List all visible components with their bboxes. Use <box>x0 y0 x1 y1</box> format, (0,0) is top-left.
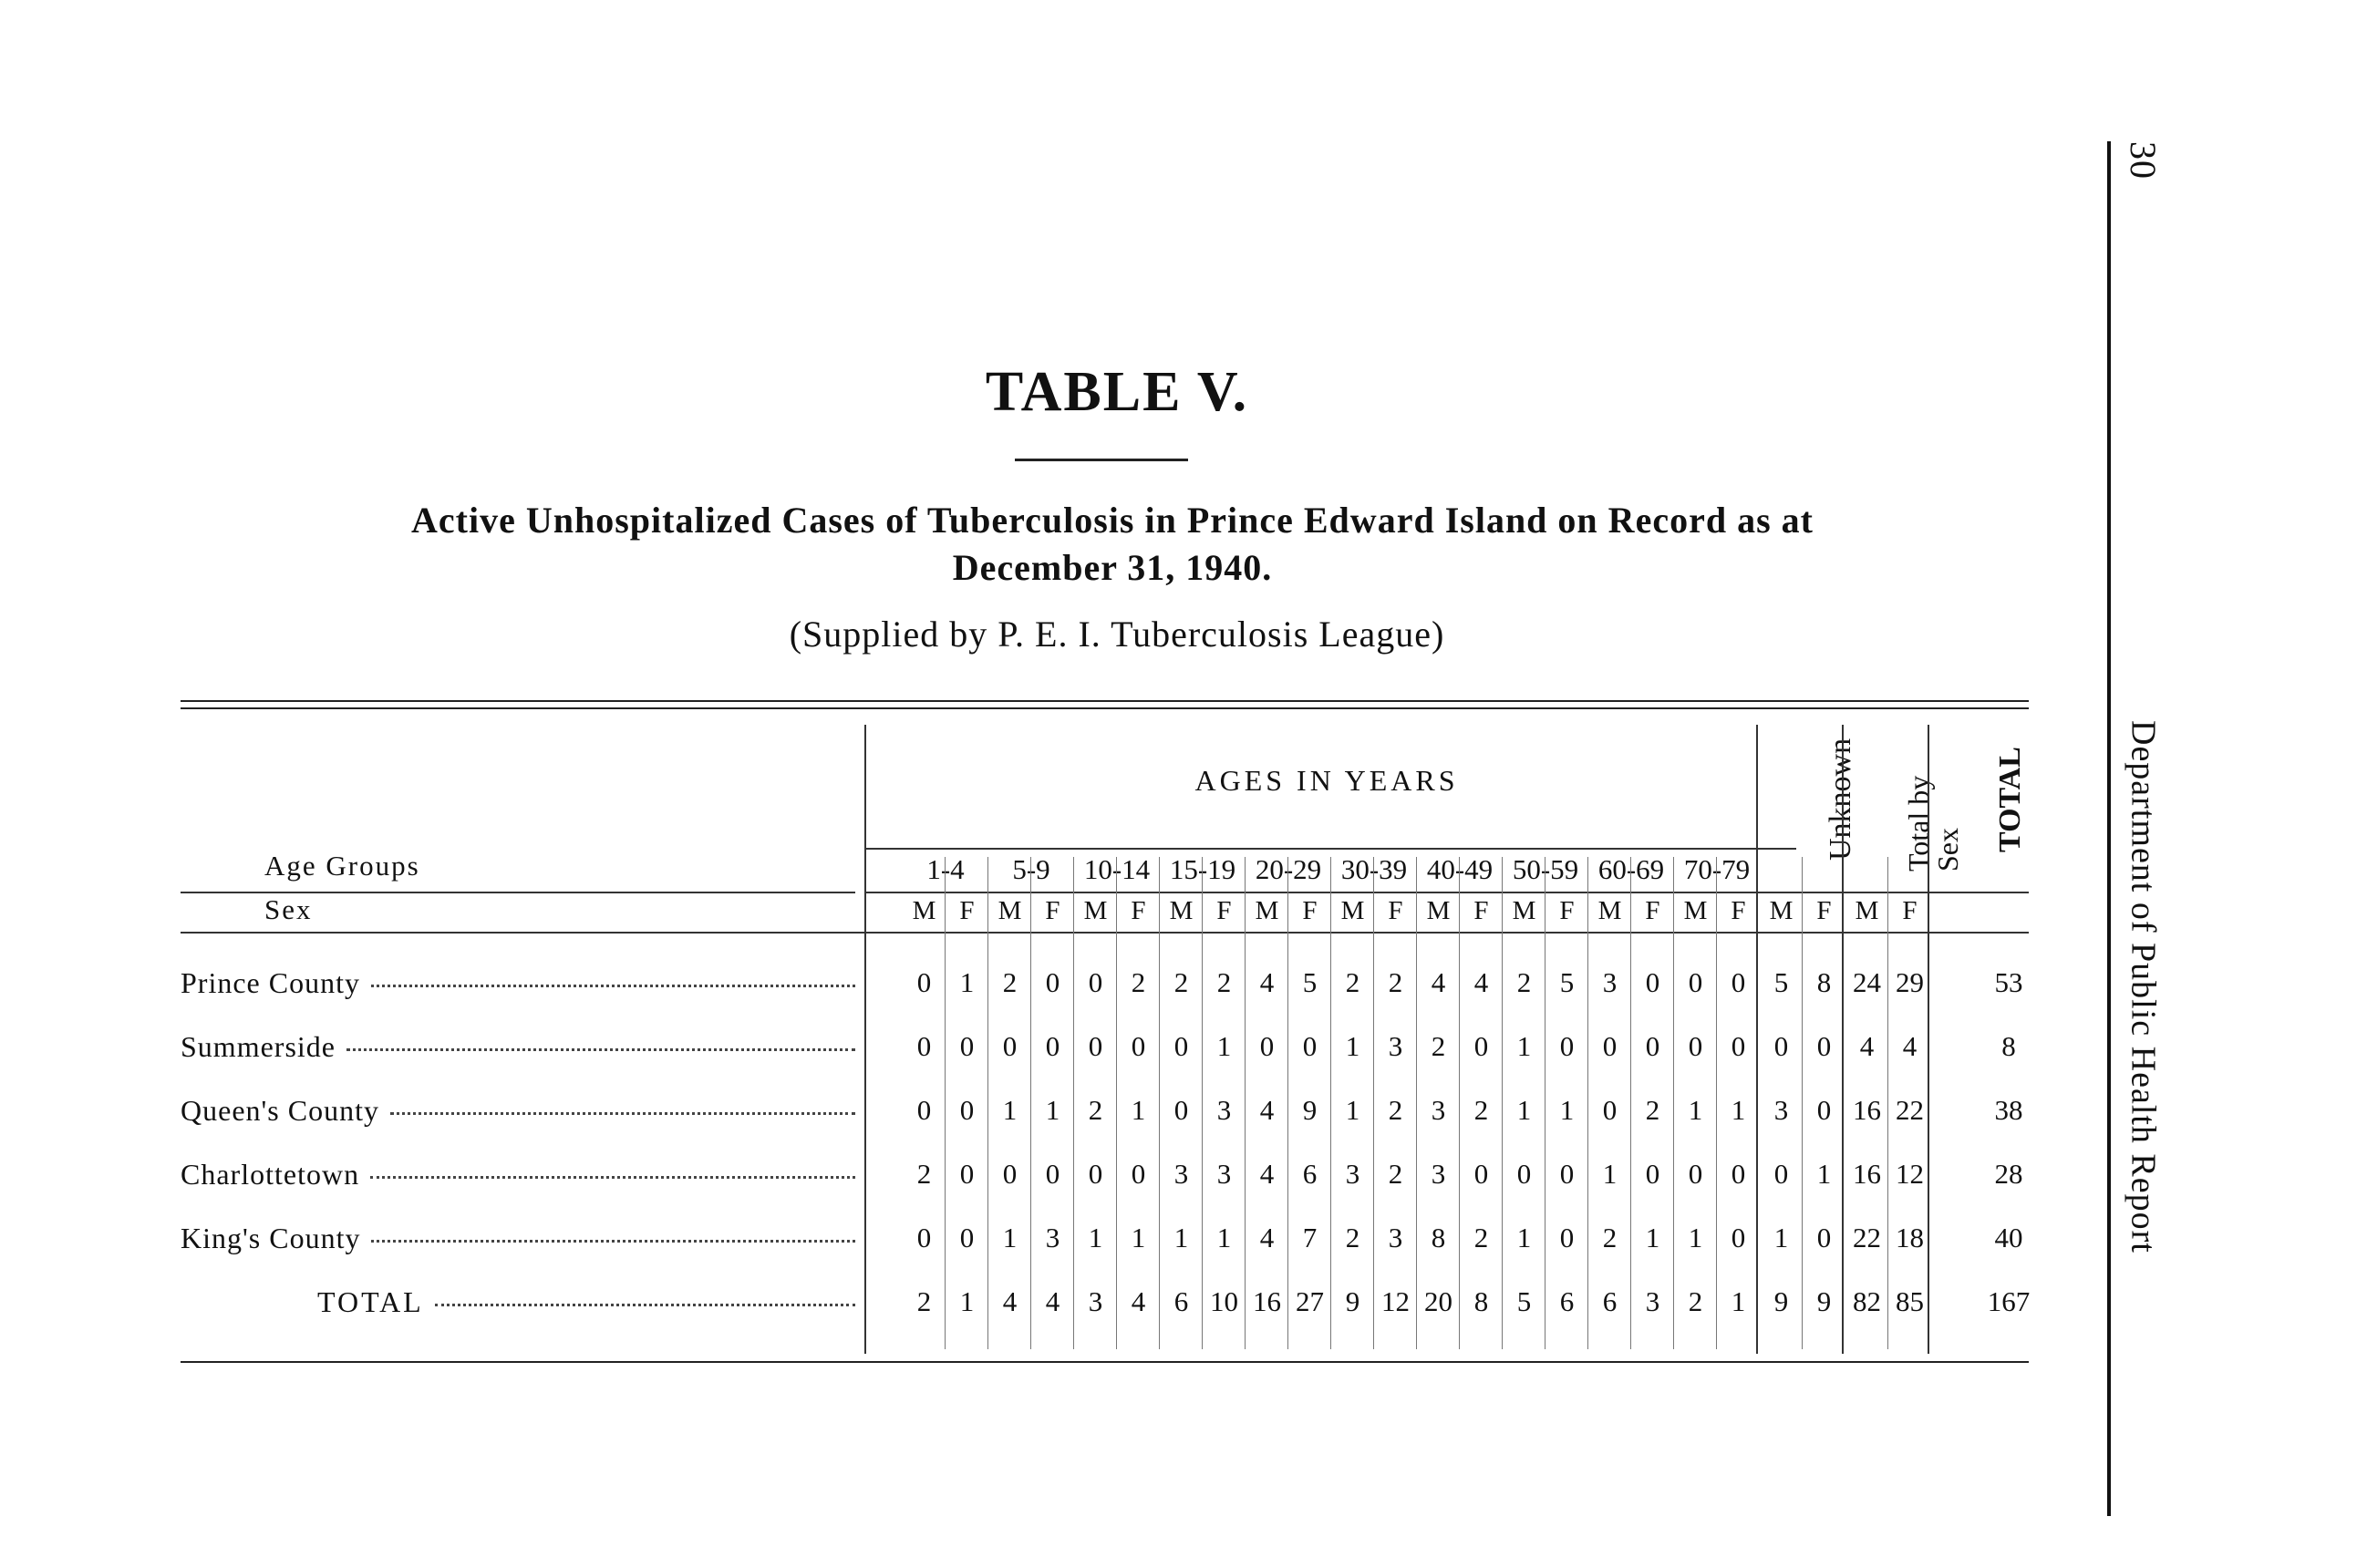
table-cell: 3 <box>1216 1094 1232 1126</box>
table-cell: 0 <box>1002 1030 1018 1062</box>
table-cell: 0 <box>1259 1030 1275 1062</box>
table-cell: 2 <box>1688 1285 1703 1317</box>
table-cell: 2 <box>1388 966 1403 998</box>
table-cell: 28 <box>1994 1158 2023 1190</box>
age-range-header: 40-49 <box>1426 853 1494 885</box>
table-cell: 29 <box>1896 966 1924 998</box>
table-subtitle <box>246 497 1979 592</box>
table-cell: 18 <box>1896 1222 1924 1253</box>
table-cell: 3 <box>1088 1285 1103 1317</box>
table-cell: 8 <box>1431 1222 1446 1253</box>
subtitle-line-1: Active Unhospitalized Cases of Tuberculosis in Prince Edward Island on Record as at <box>411 500 1814 541</box>
running-head-text: Department of Public Health Report <box>2124 720 2163 1253</box>
source-note: (Supplied by P. E. I. Tuberculosis League) <box>789 614 1445 655</box>
table-cell: 0 <box>916 1222 932 1253</box>
table-cell: 8 <box>1816 966 1832 998</box>
table-cell: 1 <box>1002 1094 1018 1126</box>
table-cell: 0 <box>1645 1030 1660 1062</box>
table-cell: 5 <box>1773 966 1789 998</box>
table-cell: 0 <box>1559 1158 1575 1190</box>
row-label <box>181 1094 855 1128</box>
table-cell: 2 <box>1216 966 1232 998</box>
total-header: TOTAL <box>1993 747 2027 852</box>
table-cell: 7 <box>1302 1222 1318 1253</box>
sex-m-header: M <box>1426 896 1451 925</box>
table-cell: 0 <box>1602 1094 1618 1126</box>
table-cell: 0 <box>1645 1158 1660 1190</box>
table-cell: 0 <box>1773 1158 1789 1190</box>
table-cell: 0 <box>1131 1030 1146 1062</box>
table-cell: 0 <box>1559 1222 1575 1253</box>
table-cell: 0 <box>1173 1030 1189 1062</box>
age-group-rule <box>181 892 855 893</box>
row-label-text: Charlottetown <box>181 1158 360 1191</box>
table-cell: 2 <box>1431 1030 1446 1062</box>
table-cell: 4 <box>1131 1285 1146 1317</box>
table-cell: 0 <box>1731 966 1746 998</box>
table-cell: 1 <box>1516 1222 1532 1253</box>
table-cell: 1 <box>1688 1222 1703 1253</box>
table-cell: 0 <box>1816 1030 1832 1062</box>
table-cell: 2 <box>1002 966 1018 998</box>
table-cell: 1 <box>1345 1030 1360 1062</box>
table-cell: 4 <box>1002 1285 1018 1317</box>
table-cell: 0 <box>1731 1030 1746 1062</box>
leader-dots <box>390 1112 855 1115</box>
table-cell: 2 <box>1131 966 1146 998</box>
row-label <box>181 1030 855 1064</box>
sex-m-header: M <box>1340 896 1365 925</box>
table-cell: 1 <box>1002 1222 1018 1253</box>
age-range-header: 20-29 <box>1255 853 1322 885</box>
table-cell: 9 <box>1773 1285 1789 1317</box>
table-cell: 3 <box>1431 1094 1446 1126</box>
table-cell: 6 <box>1173 1285 1189 1317</box>
age-range-header: 15-19 <box>1169 853 1236 885</box>
row-label <box>181 1285 855 1319</box>
sex-f-header: F <box>959 896 975 925</box>
row-label-text: Summerside <box>181 1030 336 1063</box>
table-cell: 9 <box>1816 1285 1832 1317</box>
table-cell: 1 <box>1731 1094 1746 1126</box>
table-cell: 3 <box>1602 966 1618 998</box>
table-cell: 1 <box>1602 1158 1618 1190</box>
table-cell: 22 <box>1896 1094 1924 1126</box>
table-top-rule-inner <box>181 707 2029 709</box>
table-cell: 5 <box>1516 1285 1532 1317</box>
age-range-header: 60-69 <box>1597 853 1665 885</box>
table-cell: 1 <box>1559 1094 1575 1126</box>
table-cell: 3 <box>1773 1094 1789 1126</box>
row-label-text: Prince County <box>181 966 360 999</box>
table-cell: 0 <box>1473 1158 1489 1190</box>
table-cell: 53 <box>1994 966 2023 998</box>
table-cell: 0 <box>1731 1158 1746 1190</box>
title-underline <box>1015 459 1188 461</box>
table-cell: 0 <box>916 1030 932 1062</box>
running-head <box>2122 141 2165 1253</box>
table-cell: 0 <box>1473 1030 1489 1062</box>
table-title: TABLE V. <box>985 361 1249 423</box>
age-range-header: 5-9 <box>1012 853 1050 885</box>
table-cell: 0 <box>1602 1030 1618 1062</box>
page-number: 30 <box>2123 141 2164 180</box>
table-cell: 1 <box>1688 1094 1703 1126</box>
table-cell: 1 <box>959 966 975 998</box>
table-cell: 2 <box>1388 1158 1403 1190</box>
table-cell: 6 <box>1302 1158 1318 1190</box>
table-cell: 0 <box>959 1222 975 1253</box>
table-cell: 0 <box>1088 966 1103 998</box>
table-cell: 3 <box>1388 1222 1403 1253</box>
sex-f-header: F <box>1645 896 1660 925</box>
table-cell: 16 <box>1853 1094 1881 1126</box>
table-cell: 6 <box>1559 1285 1575 1317</box>
leader-dots <box>435 1304 855 1306</box>
unknown-header: Unknown <box>1824 738 1857 861</box>
table-cell: 4 <box>1259 966 1275 998</box>
table-cell: 0 <box>959 1158 975 1190</box>
table-cell: 1 <box>1131 1222 1146 1253</box>
table-cell: 0 <box>1688 966 1703 998</box>
table-cell: 0 <box>916 966 932 998</box>
sex-m-header: M <box>1683 896 1708 925</box>
table-cell: 3 <box>1431 1158 1446 1190</box>
table-cell: 4 <box>1902 1030 1918 1062</box>
table-cell: 0 <box>1773 1030 1789 1062</box>
table-cell: 2 <box>1173 966 1189 998</box>
table-cell: 1 <box>1731 1285 1746 1317</box>
table-cell: 0 <box>1002 1158 1018 1190</box>
sex-m-header: M <box>998 896 1022 925</box>
subtitle-line-2: December 31, 1940. <box>952 547 1273 588</box>
table-cell: 3 <box>1173 1158 1189 1190</box>
row-label <box>181 1222 855 1255</box>
sex-f-header: F <box>1216 896 1232 925</box>
table-cell: 3 <box>1216 1158 1232 1190</box>
table-cell: 24 <box>1853 966 1881 998</box>
table-cell: 167 <box>1987 1285 2031 1317</box>
table-cell: 2 <box>1473 1094 1489 1126</box>
table-cell: 9 <box>1345 1285 1360 1317</box>
table-cell: 0 <box>1045 1158 1060 1190</box>
table-cell: 2 <box>1516 966 1532 998</box>
age-range-header: 70-79 <box>1683 853 1751 885</box>
sex-m-header: M <box>1169 896 1194 925</box>
table-cell: 2 <box>1602 1222 1618 1253</box>
table-cell: 0 <box>1816 1094 1832 1126</box>
row-label-text: TOTAL <box>317 1285 424 1318</box>
table-cell: 4 <box>1473 966 1489 998</box>
sex-f-header: F <box>1473 896 1489 925</box>
header-bottom-rule <box>181 932 2029 934</box>
table-cell: 27 <box>1296 1285 1324 1317</box>
table-cell: 4 <box>1259 1222 1275 1253</box>
table-cell: 82 <box>1853 1285 1881 1317</box>
table-cell: 0 <box>1688 1030 1703 1062</box>
table-cell: 1 <box>1645 1222 1660 1253</box>
table-cell: 4 <box>1259 1094 1275 1126</box>
table-cell: 5 <box>1302 966 1318 998</box>
table-cell: 2 <box>1645 1094 1660 1126</box>
table-cell: 0 <box>959 1094 975 1126</box>
table-cell: 9 <box>1302 1094 1318 1126</box>
table-cell: 40 <box>1994 1222 2023 1253</box>
table-cell: 6 <box>1602 1285 1618 1317</box>
sex-f-header: F <box>1045 896 1060 925</box>
table-cell: 2 <box>1388 1094 1403 1126</box>
table-cell: 0 <box>1731 1222 1746 1253</box>
row-label <box>181 1158 855 1191</box>
sex-m-header: M <box>912 896 936 925</box>
table-cell: 0 <box>1088 1030 1103 1062</box>
table-cell: 1 <box>1216 1030 1232 1062</box>
table-cell: 0 <box>959 1030 975 1062</box>
leader-dots <box>346 1048 855 1051</box>
table-cell: 3 <box>1388 1030 1403 1062</box>
table-cell: 0 <box>1131 1158 1146 1190</box>
table-cell: 0 <box>1559 1030 1575 1062</box>
table-cell: 1 <box>1045 1094 1060 1126</box>
leader-dots <box>371 985 855 987</box>
age-range-header: 10-14 <box>1083 853 1151 885</box>
sex-label: Sex <box>264 893 313 925</box>
table-cell: 4 <box>1259 1158 1275 1190</box>
sex-f-header: F <box>1302 896 1318 925</box>
table-cell: 1 <box>1345 1094 1360 1126</box>
age-range-header: 50-59 <box>1512 853 1579 885</box>
table-cell: 1 <box>1516 1094 1532 1126</box>
sex-f-header: F <box>1388 896 1403 925</box>
table-cell: 12 <box>1896 1158 1924 1190</box>
table-cell: 1 <box>1516 1030 1532 1062</box>
table-cell: 0 <box>1088 1158 1103 1190</box>
sex-m-header: M <box>1855 896 1879 925</box>
table-bottom-rule <box>181 1361 2029 1363</box>
sex-m-header: M <box>1597 896 1622 925</box>
table-top-rule <box>181 700 2029 702</box>
sex-f-header: F <box>1816 896 1832 925</box>
sex-f-header: F <box>1902 896 1918 925</box>
leader-dots <box>371 1240 855 1243</box>
table-cell: 2 <box>1345 1222 1360 1253</box>
sex-m-header: M <box>1769 896 1794 925</box>
table-cell: 4 <box>1859 1030 1875 1062</box>
table-cell: 1 <box>1173 1222 1189 1253</box>
table-cell: 38 <box>1994 1094 2023 1126</box>
age-groups-label: Age Groups <box>264 850 420 882</box>
sex-m-header: M <box>1512 896 1536 925</box>
sex-m-header: M <box>1083 896 1108 925</box>
table-cell: 1 <box>1773 1222 1789 1253</box>
table-cell: 22 <box>1853 1222 1881 1253</box>
table-cell: 2 <box>916 1285 932 1317</box>
table-cell: 0 <box>1045 1030 1060 1062</box>
table-cell: 0 <box>1173 1094 1189 1126</box>
table-cell: 2 <box>1473 1222 1489 1253</box>
row-label <box>181 966 855 1000</box>
age-range-rule <box>866 848 1796 850</box>
total-by-sex-header: Total by Sex <box>1902 775 1964 872</box>
table-cell: 0 <box>1645 966 1660 998</box>
table-cell: 0 <box>1516 1158 1532 1190</box>
table-cell: 3 <box>1045 1222 1060 1253</box>
table-cell: 0 <box>1045 966 1060 998</box>
table-cell: 1 <box>1088 1222 1103 1253</box>
sex-m-header: M <box>1255 896 1279 925</box>
row-label-text: Queen's County <box>181 1094 379 1127</box>
sex-f-header: F <box>1731 896 1746 925</box>
table-cell: 85 <box>1896 1285 1924 1317</box>
table-cell: 1 <box>959 1285 975 1317</box>
sex-f-header: F <box>1131 896 1146 925</box>
table-cell: 5 <box>1559 966 1575 998</box>
row-label-text: King's County <box>181 1222 361 1254</box>
table-cell: 3 <box>1645 1285 1660 1317</box>
table-cell: 20 <box>1424 1285 1452 1317</box>
margin-rule <box>2107 141 2111 1516</box>
table-cell: 1 <box>1216 1222 1232 1253</box>
ages-in-years-header: AGES IN YEARS <box>1194 764 1459 797</box>
table-cell: 1 <box>1131 1094 1146 1126</box>
table-cell: 2 <box>916 1158 932 1190</box>
table-cell: 1 <box>1816 1158 1832 1190</box>
sex-rule <box>866 892 2029 893</box>
age-range-header: 1-4 <box>926 853 965 885</box>
table-cell: 2 <box>1345 966 1360 998</box>
table-cell: 4 <box>1431 966 1446 998</box>
table-cell: 8 <box>1473 1285 1489 1317</box>
table-cell: 3 <box>1345 1158 1360 1190</box>
table-cell: 4 <box>1045 1285 1060 1317</box>
table-cell: 12 <box>1381 1285 1410 1317</box>
leader-dots <box>370 1176 855 1179</box>
table-cell: 10 <box>1210 1285 1238 1317</box>
table-cell: 8 <box>2001 1030 2016 1062</box>
table-cell: 0 <box>1816 1222 1832 1253</box>
table-cell: 0 <box>916 1094 932 1126</box>
table-cell: 16 <box>1853 1158 1881 1190</box>
table-cell: 16 <box>1253 1285 1281 1317</box>
sex-f-header: F <box>1559 896 1575 925</box>
table-cell: 0 <box>1302 1030 1318 1062</box>
column-divider <box>864 725 866 1354</box>
table-cell: 2 <box>1088 1094 1103 1126</box>
table-cell: 0 <box>1688 1158 1703 1190</box>
age-range-header: 30-39 <box>1340 853 1408 885</box>
